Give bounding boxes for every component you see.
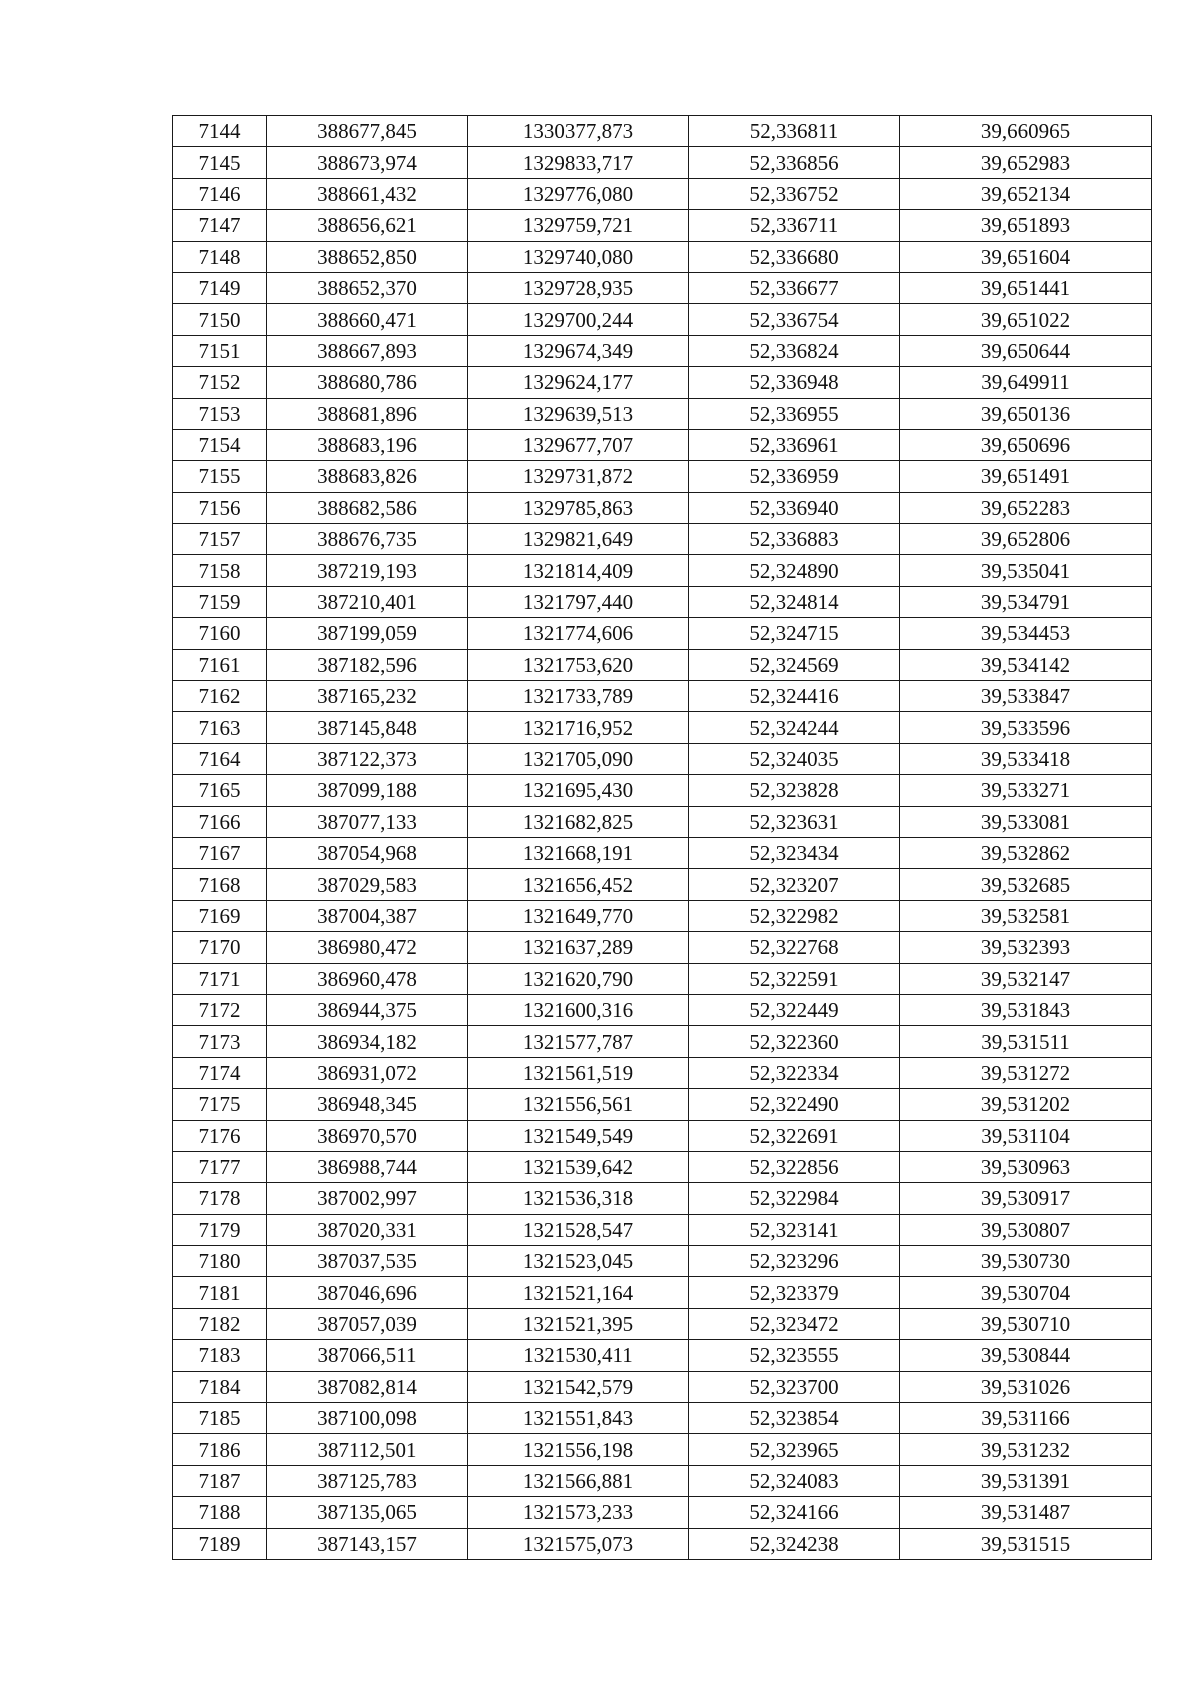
- point-number-cell: 7163: [173, 712, 267, 743]
- y-coordinate-cell: 1321716,952: [468, 712, 689, 743]
- longitude-cell: 39,531202: [900, 1089, 1152, 1120]
- y-coordinate-cell: 1321649,770: [468, 900, 689, 931]
- table-row: [173, 272, 1152, 303]
- x-coordinate-cell: 388682,586: [267, 492, 468, 523]
- longitude-cell: 39,531104: [900, 1120, 1152, 1151]
- longitude-cell: 39,531026: [900, 1371, 1152, 1402]
- x-coordinate-cell: 388660,471: [267, 304, 468, 335]
- latitude-cell: 52,336959: [689, 461, 900, 492]
- table-row: [173, 869, 1152, 900]
- y-coordinate-cell: 1321539,642: [468, 1151, 689, 1182]
- y-coordinate-cell: 1321528,547: [468, 1214, 689, 1245]
- x-coordinate-cell: 386934,182: [267, 1026, 468, 1057]
- point-number-cell: 7183: [173, 1340, 267, 1371]
- latitude-cell: 52,323207: [689, 869, 900, 900]
- x-coordinate-cell: 387125,783: [267, 1465, 468, 1496]
- longitude-cell: 39,531391: [900, 1465, 1152, 1496]
- y-coordinate-cell: 1329624,177: [468, 367, 689, 398]
- longitude-cell: 39,533596: [900, 712, 1152, 743]
- latitude-cell: 52,324416: [689, 681, 900, 712]
- point-number-cell: 7173: [173, 1026, 267, 1057]
- x-coordinate-cell: 387122,373: [267, 743, 468, 774]
- latitude-cell: 52,324238: [689, 1528, 900, 1559]
- x-coordinate-cell: 387143,157: [267, 1528, 468, 1559]
- x-coordinate-cell: 388677,845: [267, 116, 468, 147]
- table-row: [173, 1371, 1152, 1402]
- x-coordinate-cell: 387145,848: [267, 712, 468, 743]
- x-coordinate-cell: 387020,331: [267, 1214, 468, 1245]
- longitude-cell: 39,531515: [900, 1528, 1152, 1559]
- y-coordinate-cell: 1329821,649: [468, 524, 689, 555]
- table-row: [173, 1465, 1152, 1496]
- point-number-cell: 7169: [173, 900, 267, 931]
- point-number-cell: 7168: [173, 869, 267, 900]
- table-row: [173, 335, 1152, 366]
- table-row: [173, 932, 1152, 963]
- y-coordinate-cell: 1329700,244: [468, 304, 689, 335]
- x-coordinate-cell: 387165,232: [267, 681, 468, 712]
- longitude-cell: 39,530844: [900, 1340, 1152, 1371]
- table-row: [173, 492, 1152, 523]
- point-number-cell: 7145: [173, 147, 267, 178]
- x-coordinate-cell: 387199,059: [267, 618, 468, 649]
- x-coordinate-cell: 387054,968: [267, 837, 468, 868]
- y-coordinate-cell: 1321600,316: [468, 994, 689, 1025]
- x-coordinate-cell: 387046,696: [267, 1277, 468, 1308]
- coordinates-table-body: [173, 116, 1152, 1560]
- y-coordinate-cell: 1321577,787: [468, 1026, 689, 1057]
- point-number-cell: 7181: [173, 1277, 267, 1308]
- longitude-cell: 39,535041: [900, 555, 1152, 586]
- point-number-cell: 7171: [173, 963, 267, 994]
- y-coordinate-cell: 1321814,409: [468, 555, 689, 586]
- table-row: [173, 210, 1152, 241]
- x-coordinate-cell: 388683,196: [267, 429, 468, 460]
- x-coordinate-cell: 387002,997: [267, 1183, 468, 1214]
- latitude-cell: 52,324166: [689, 1497, 900, 1528]
- x-coordinate-cell: 388652,370: [267, 272, 468, 303]
- latitude-cell: 52,324244: [689, 712, 900, 743]
- x-coordinate-cell: 387066,511: [267, 1340, 468, 1371]
- longitude-cell: 39,531272: [900, 1057, 1152, 1088]
- table-row: [173, 398, 1152, 429]
- table-row: [173, 586, 1152, 617]
- y-coordinate-cell: 1321542,579: [468, 1371, 689, 1402]
- longitude-cell: 39,532862: [900, 837, 1152, 868]
- y-coordinate-cell: 1321573,233: [468, 1497, 689, 1528]
- table-row: [173, 461, 1152, 492]
- point-number-cell: 7187: [173, 1465, 267, 1496]
- latitude-cell: 52,322982: [689, 900, 900, 931]
- point-number-cell: 7158: [173, 555, 267, 586]
- x-coordinate-cell: 386944,375: [267, 994, 468, 1025]
- point-number-cell: 7165: [173, 775, 267, 806]
- point-number-cell: 7147: [173, 210, 267, 241]
- y-coordinate-cell: 1329740,080: [468, 241, 689, 272]
- y-coordinate-cell: 1329677,707: [468, 429, 689, 460]
- point-number-cell: 7186: [173, 1434, 267, 1465]
- table-row: [173, 524, 1152, 555]
- longitude-cell: 39,649911: [900, 367, 1152, 398]
- point-number-cell: 7159: [173, 586, 267, 617]
- y-coordinate-cell: 1321549,549: [468, 1120, 689, 1151]
- x-coordinate-cell: 388680,786: [267, 367, 468, 398]
- table-row: [173, 1308, 1152, 1339]
- y-coordinate-cell: 1321530,411: [468, 1340, 689, 1371]
- point-number-cell: 7182: [173, 1308, 267, 1339]
- longitude-cell: 39,533418: [900, 743, 1152, 774]
- latitude-cell: 52,323555: [689, 1340, 900, 1371]
- y-coordinate-cell: 1321551,843: [468, 1403, 689, 1434]
- latitude-cell: 52,336961: [689, 429, 900, 460]
- latitude-cell: 52,336824: [689, 335, 900, 366]
- point-number-cell: 7155: [173, 461, 267, 492]
- y-coordinate-cell: 1329639,513: [468, 398, 689, 429]
- longitude-cell: 39,530963: [900, 1151, 1152, 1182]
- point-number-cell: 7176: [173, 1120, 267, 1151]
- table-row: [173, 775, 1152, 806]
- x-coordinate-cell: 388673,974: [267, 147, 468, 178]
- x-coordinate-cell: 387082,814: [267, 1371, 468, 1402]
- x-coordinate-cell: 387037,535: [267, 1246, 468, 1277]
- longitude-cell: 39,531843: [900, 994, 1152, 1025]
- latitude-cell: 52,324035: [689, 743, 900, 774]
- longitude-cell: 39,652283: [900, 492, 1152, 523]
- x-coordinate-cell: 386970,570: [267, 1120, 468, 1151]
- y-coordinate-cell: 1321523,045: [468, 1246, 689, 1277]
- latitude-cell: 52,324083: [689, 1465, 900, 1496]
- longitude-cell: 39,530807: [900, 1214, 1152, 1245]
- table-row: [173, 178, 1152, 209]
- table-row: [173, 304, 1152, 335]
- x-coordinate-cell: 386931,072: [267, 1057, 468, 1088]
- table-row: [173, 900, 1152, 931]
- point-number-cell: 7189: [173, 1528, 267, 1559]
- latitude-cell: 52,336883: [689, 524, 900, 555]
- latitude-cell: 52,323434: [689, 837, 900, 868]
- table-row: [173, 1497, 1152, 1528]
- latitude-cell: 52,322334: [689, 1057, 900, 1088]
- point-number-cell: 7185: [173, 1403, 267, 1434]
- y-coordinate-cell: 1329731,872: [468, 461, 689, 492]
- longitude-cell: 39,650136: [900, 398, 1152, 429]
- point-number-cell: 7150: [173, 304, 267, 335]
- x-coordinate-cell: 387077,133: [267, 806, 468, 837]
- y-coordinate-cell: 1321705,090: [468, 743, 689, 774]
- x-coordinate-cell: 388676,735: [267, 524, 468, 555]
- y-coordinate-cell: 1321556,198: [468, 1434, 689, 1465]
- longitude-cell: 39,532581: [900, 900, 1152, 931]
- point-number-cell: 7146: [173, 178, 267, 209]
- y-coordinate-cell: 1321566,881: [468, 1465, 689, 1496]
- table-row: [173, 806, 1152, 837]
- point-number-cell: 7154: [173, 429, 267, 460]
- y-coordinate-cell: 1321753,620: [468, 649, 689, 680]
- point-number-cell: 7174: [173, 1057, 267, 1088]
- y-coordinate-cell: 1321774,606: [468, 618, 689, 649]
- table-row: [173, 1120, 1152, 1151]
- y-coordinate-cell: 1329759,721: [468, 210, 689, 241]
- point-number-cell: 7179: [173, 1214, 267, 1245]
- point-number-cell: 7151: [173, 335, 267, 366]
- y-coordinate-cell: 1321556,561: [468, 1089, 689, 1120]
- table-row: [173, 1089, 1152, 1120]
- point-number-cell: 7178: [173, 1183, 267, 1214]
- table-row: [173, 116, 1152, 147]
- table-row: [173, 1403, 1152, 1434]
- longitude-cell: 39,530710: [900, 1308, 1152, 1339]
- y-coordinate-cell: 1321620,790: [468, 963, 689, 994]
- longitude-cell: 39,650644: [900, 335, 1152, 366]
- point-number-cell: 7162: [173, 681, 267, 712]
- longitude-cell: 39,530917: [900, 1183, 1152, 1214]
- point-number-cell: 7180: [173, 1246, 267, 1277]
- table-row: [173, 743, 1152, 774]
- latitude-cell: 52,336677: [689, 272, 900, 303]
- latitude-cell: 52,336680: [689, 241, 900, 272]
- point-number-cell: 7144: [173, 116, 267, 147]
- latitude-cell: 52,324569: [689, 649, 900, 680]
- latitude-cell: 52,323379: [689, 1277, 900, 1308]
- y-coordinate-cell: 1321656,452: [468, 869, 689, 900]
- table-row: [173, 1434, 1152, 1465]
- x-coordinate-cell: 387219,193: [267, 555, 468, 586]
- x-coordinate-cell: 388656,621: [267, 210, 468, 241]
- longitude-cell: 39,651022: [900, 304, 1152, 335]
- latitude-cell: 52,322490: [689, 1089, 900, 1120]
- table-row: [173, 241, 1152, 272]
- point-number-cell: 7177: [173, 1151, 267, 1182]
- longitude-cell: 39,532393: [900, 932, 1152, 963]
- longitude-cell: 39,651491: [900, 461, 1152, 492]
- longitude-cell: 39,534791: [900, 586, 1152, 617]
- point-number-cell: 7149: [173, 272, 267, 303]
- point-number-cell: 7166: [173, 806, 267, 837]
- latitude-cell: 52,336754: [689, 304, 900, 335]
- latitude-cell: 52,336711: [689, 210, 900, 241]
- table-row: [173, 1214, 1152, 1245]
- latitude-cell: 52,323854: [689, 1403, 900, 1434]
- y-coordinate-cell: 1330377,873: [468, 116, 689, 147]
- x-coordinate-cell: 387004,387: [267, 900, 468, 931]
- latitude-cell: 52,322360: [689, 1026, 900, 1057]
- latitude-cell: 52,336940: [689, 492, 900, 523]
- x-coordinate-cell: 388661,432: [267, 178, 468, 209]
- latitude-cell: 52,323296: [689, 1246, 900, 1277]
- latitude-cell: 52,322591: [689, 963, 900, 994]
- latitude-cell: 52,323472: [689, 1308, 900, 1339]
- latitude-cell: 52,336948: [689, 367, 900, 398]
- table-row: [173, 837, 1152, 868]
- longitude-cell: 39,531232: [900, 1434, 1152, 1465]
- longitude-cell: 39,652983: [900, 147, 1152, 178]
- y-coordinate-cell: 1321733,789: [468, 681, 689, 712]
- longitude-cell: 39,531487: [900, 1497, 1152, 1528]
- point-number-cell: 7152: [173, 367, 267, 398]
- x-coordinate-cell: 387135,065: [267, 1497, 468, 1528]
- x-coordinate-cell: 386948,345: [267, 1089, 468, 1120]
- table-row: [173, 1340, 1152, 1371]
- y-coordinate-cell: 1321695,430: [468, 775, 689, 806]
- x-coordinate-cell: 387182,596: [267, 649, 468, 680]
- longitude-cell: 39,532147: [900, 963, 1152, 994]
- y-coordinate-cell: 1321561,519: [468, 1057, 689, 1088]
- longitude-cell: 39,531511: [900, 1026, 1152, 1057]
- point-number-cell: 7157: [173, 524, 267, 555]
- table-row: [173, 1246, 1152, 1277]
- x-coordinate-cell: 387210,401: [267, 586, 468, 617]
- y-coordinate-cell: 1321682,825: [468, 806, 689, 837]
- longitude-cell: 39,651893: [900, 210, 1152, 241]
- latitude-cell: 52,323700: [689, 1371, 900, 1402]
- latitude-cell: 52,323965: [689, 1434, 900, 1465]
- y-coordinate-cell: 1321521,395: [468, 1308, 689, 1339]
- latitude-cell: 52,322984: [689, 1183, 900, 1214]
- point-number-cell: 7170: [173, 932, 267, 963]
- table-row: [173, 555, 1152, 586]
- table-row: [173, 367, 1152, 398]
- point-number-cell: 7188: [173, 1497, 267, 1528]
- point-number-cell: 7184: [173, 1371, 267, 1402]
- longitude-cell: 39,534453: [900, 618, 1152, 649]
- y-coordinate-cell: 1329776,080: [468, 178, 689, 209]
- x-coordinate-cell: 387029,583: [267, 869, 468, 900]
- longitude-cell: 39,650696: [900, 429, 1152, 460]
- table-row: [173, 1026, 1152, 1057]
- longitude-cell: 39,532685: [900, 869, 1152, 900]
- table-row: [173, 429, 1152, 460]
- x-coordinate-cell: 388683,826: [267, 461, 468, 492]
- longitude-cell: 39,533271: [900, 775, 1152, 806]
- point-number-cell: 7153: [173, 398, 267, 429]
- y-coordinate-cell: 1321637,289: [468, 932, 689, 963]
- longitude-cell: 39,533847: [900, 681, 1152, 712]
- table-row: [173, 1183, 1152, 1214]
- point-number-cell: 7164: [173, 743, 267, 774]
- table-row: [173, 1277, 1152, 1308]
- latitude-cell: 52,336811: [689, 116, 900, 147]
- y-coordinate-cell: 1329833,717: [468, 147, 689, 178]
- table-row: [173, 994, 1152, 1025]
- longitude-cell: 39,652134: [900, 178, 1152, 209]
- x-coordinate-cell: 387057,039: [267, 1308, 468, 1339]
- latitude-cell: 52,322768: [689, 932, 900, 963]
- latitude-cell: 52,322449: [689, 994, 900, 1025]
- longitude-cell: 39,533081: [900, 806, 1152, 837]
- longitude-cell: 39,530730: [900, 1246, 1152, 1277]
- longitude-cell: 39,531166: [900, 1403, 1152, 1434]
- latitude-cell: 52,322691: [689, 1120, 900, 1151]
- coordinates-table: [172, 115, 1152, 1560]
- table-row: [173, 618, 1152, 649]
- x-coordinate-cell: 386960,478: [267, 963, 468, 994]
- x-coordinate-cell: 386980,472: [267, 932, 468, 963]
- x-coordinate-cell: 387100,098: [267, 1403, 468, 1434]
- point-number-cell: 7172: [173, 994, 267, 1025]
- y-coordinate-cell: 1321575,073: [468, 1528, 689, 1559]
- y-coordinate-cell: 1321668,191: [468, 837, 689, 868]
- table-row: [173, 1528, 1152, 1559]
- latitude-cell: 52,323141: [689, 1214, 900, 1245]
- point-number-cell: 7167: [173, 837, 267, 868]
- y-coordinate-cell: 1329674,349: [468, 335, 689, 366]
- point-number-cell: 7175: [173, 1089, 267, 1120]
- y-coordinate-cell: 1329785,863: [468, 492, 689, 523]
- y-coordinate-cell: 1321536,318: [468, 1183, 689, 1214]
- x-coordinate-cell: 387099,188: [267, 775, 468, 806]
- y-coordinate-cell: 1321521,164: [468, 1277, 689, 1308]
- longitude-cell: 39,652806: [900, 524, 1152, 555]
- longitude-cell: 39,651441: [900, 272, 1152, 303]
- latitude-cell: 52,324890: [689, 555, 900, 586]
- table-row: [173, 1151, 1152, 1182]
- point-number-cell: 7161: [173, 649, 267, 680]
- x-coordinate-cell: 387112,501: [267, 1434, 468, 1465]
- longitude-cell: 39,660965: [900, 116, 1152, 147]
- table-row: [173, 712, 1152, 743]
- latitude-cell: 52,323631: [689, 806, 900, 837]
- x-coordinate-cell: 386988,744: [267, 1151, 468, 1182]
- latitude-cell: 52,336856: [689, 147, 900, 178]
- point-number-cell: 7148: [173, 241, 267, 272]
- latitude-cell: 52,323828: [689, 775, 900, 806]
- table-row: [173, 649, 1152, 680]
- table-row: [173, 1057, 1152, 1088]
- x-coordinate-cell: 388681,896: [267, 398, 468, 429]
- longitude-cell: 39,651604: [900, 241, 1152, 272]
- x-coordinate-cell: 388667,893: [267, 335, 468, 366]
- table-row: [173, 963, 1152, 994]
- table-row: [173, 147, 1152, 178]
- y-coordinate-cell: 1321797,440: [468, 586, 689, 617]
- latitude-cell: 52,322856: [689, 1151, 900, 1182]
- latitude-cell: 52,324715: [689, 618, 900, 649]
- latitude-cell: 52,336955: [689, 398, 900, 429]
- y-coordinate-cell: 1329728,935: [468, 272, 689, 303]
- longitude-cell: 39,530704: [900, 1277, 1152, 1308]
- table-row: [173, 681, 1152, 712]
- x-coordinate-cell: 388652,850: [267, 241, 468, 272]
- latitude-cell: 52,324814: [689, 586, 900, 617]
- longitude-cell: 39,534142: [900, 649, 1152, 680]
- point-number-cell: 7160: [173, 618, 267, 649]
- latitude-cell: 52,336752: [689, 178, 900, 209]
- point-number-cell: 7156: [173, 492, 267, 523]
